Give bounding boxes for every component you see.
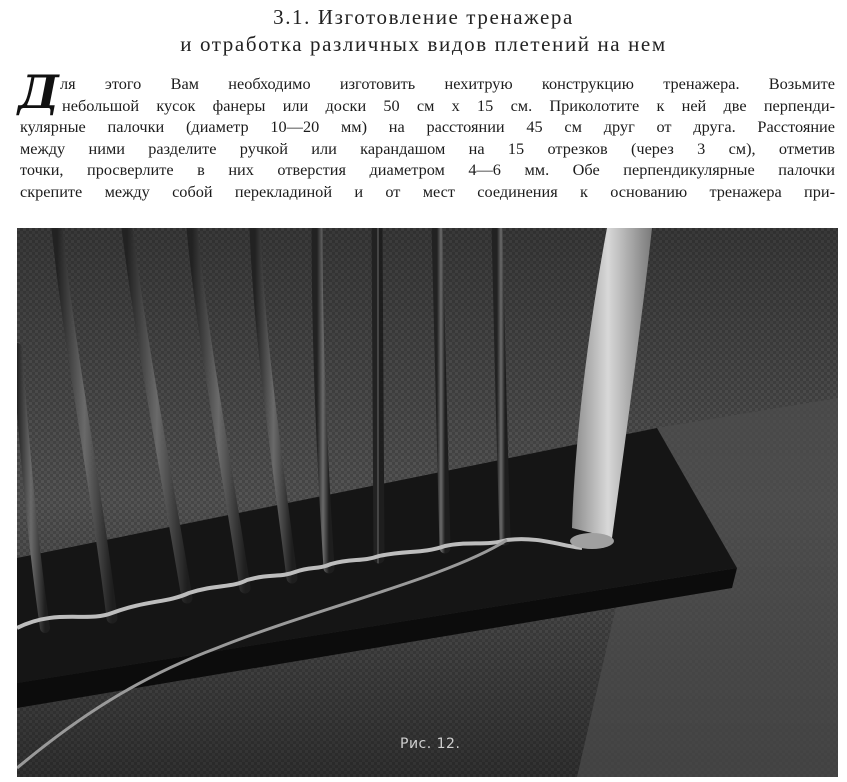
paragraph-line: между ними разделите ручкой или карандашом на 15 отрезков (через 3 см), отметив	[20, 138, 835, 158]
weaving-trainer-photo	[17, 228, 838, 777]
section-heading-line-1: 3.1. Изготовление тренажера	[273, 5, 574, 29]
paragraph-line: точки, просверлите в них отверстия диаметром 4—6 мм. Обе перпендикулярные палочки	[20, 160, 835, 179]
section-heading-line-2: и отработка различных видов плетений на нем	[180, 32, 667, 56]
paragraph-line: ля этого Вам необходимо изготовить нехитрую конструкцию тренажера. Возьмите	[60, 74, 835, 93]
paragraph-line: кулярные палочки (диаметр 10—20 мм) на расстоянии 45 см друг от друга. Расстояние	[20, 117, 835, 136]
drop-cap: Д	[18, 65, 59, 119]
body-paragraph	[20, 73, 835, 202]
paragraph-line: небольшой кусок фанеры или доски 50 см х 15 см. Приколотите к ней две перпенди-	[62, 95, 835, 115]
figure-photo	[17, 228, 838, 777]
paragraph-line: скрепите между собой перекладиной и от мест соединения к основанию тренажера при-	[20, 181, 835, 201]
figure-caption: Рис. 12.	[400, 736, 461, 752]
section-heading	[0, 4, 847, 58]
